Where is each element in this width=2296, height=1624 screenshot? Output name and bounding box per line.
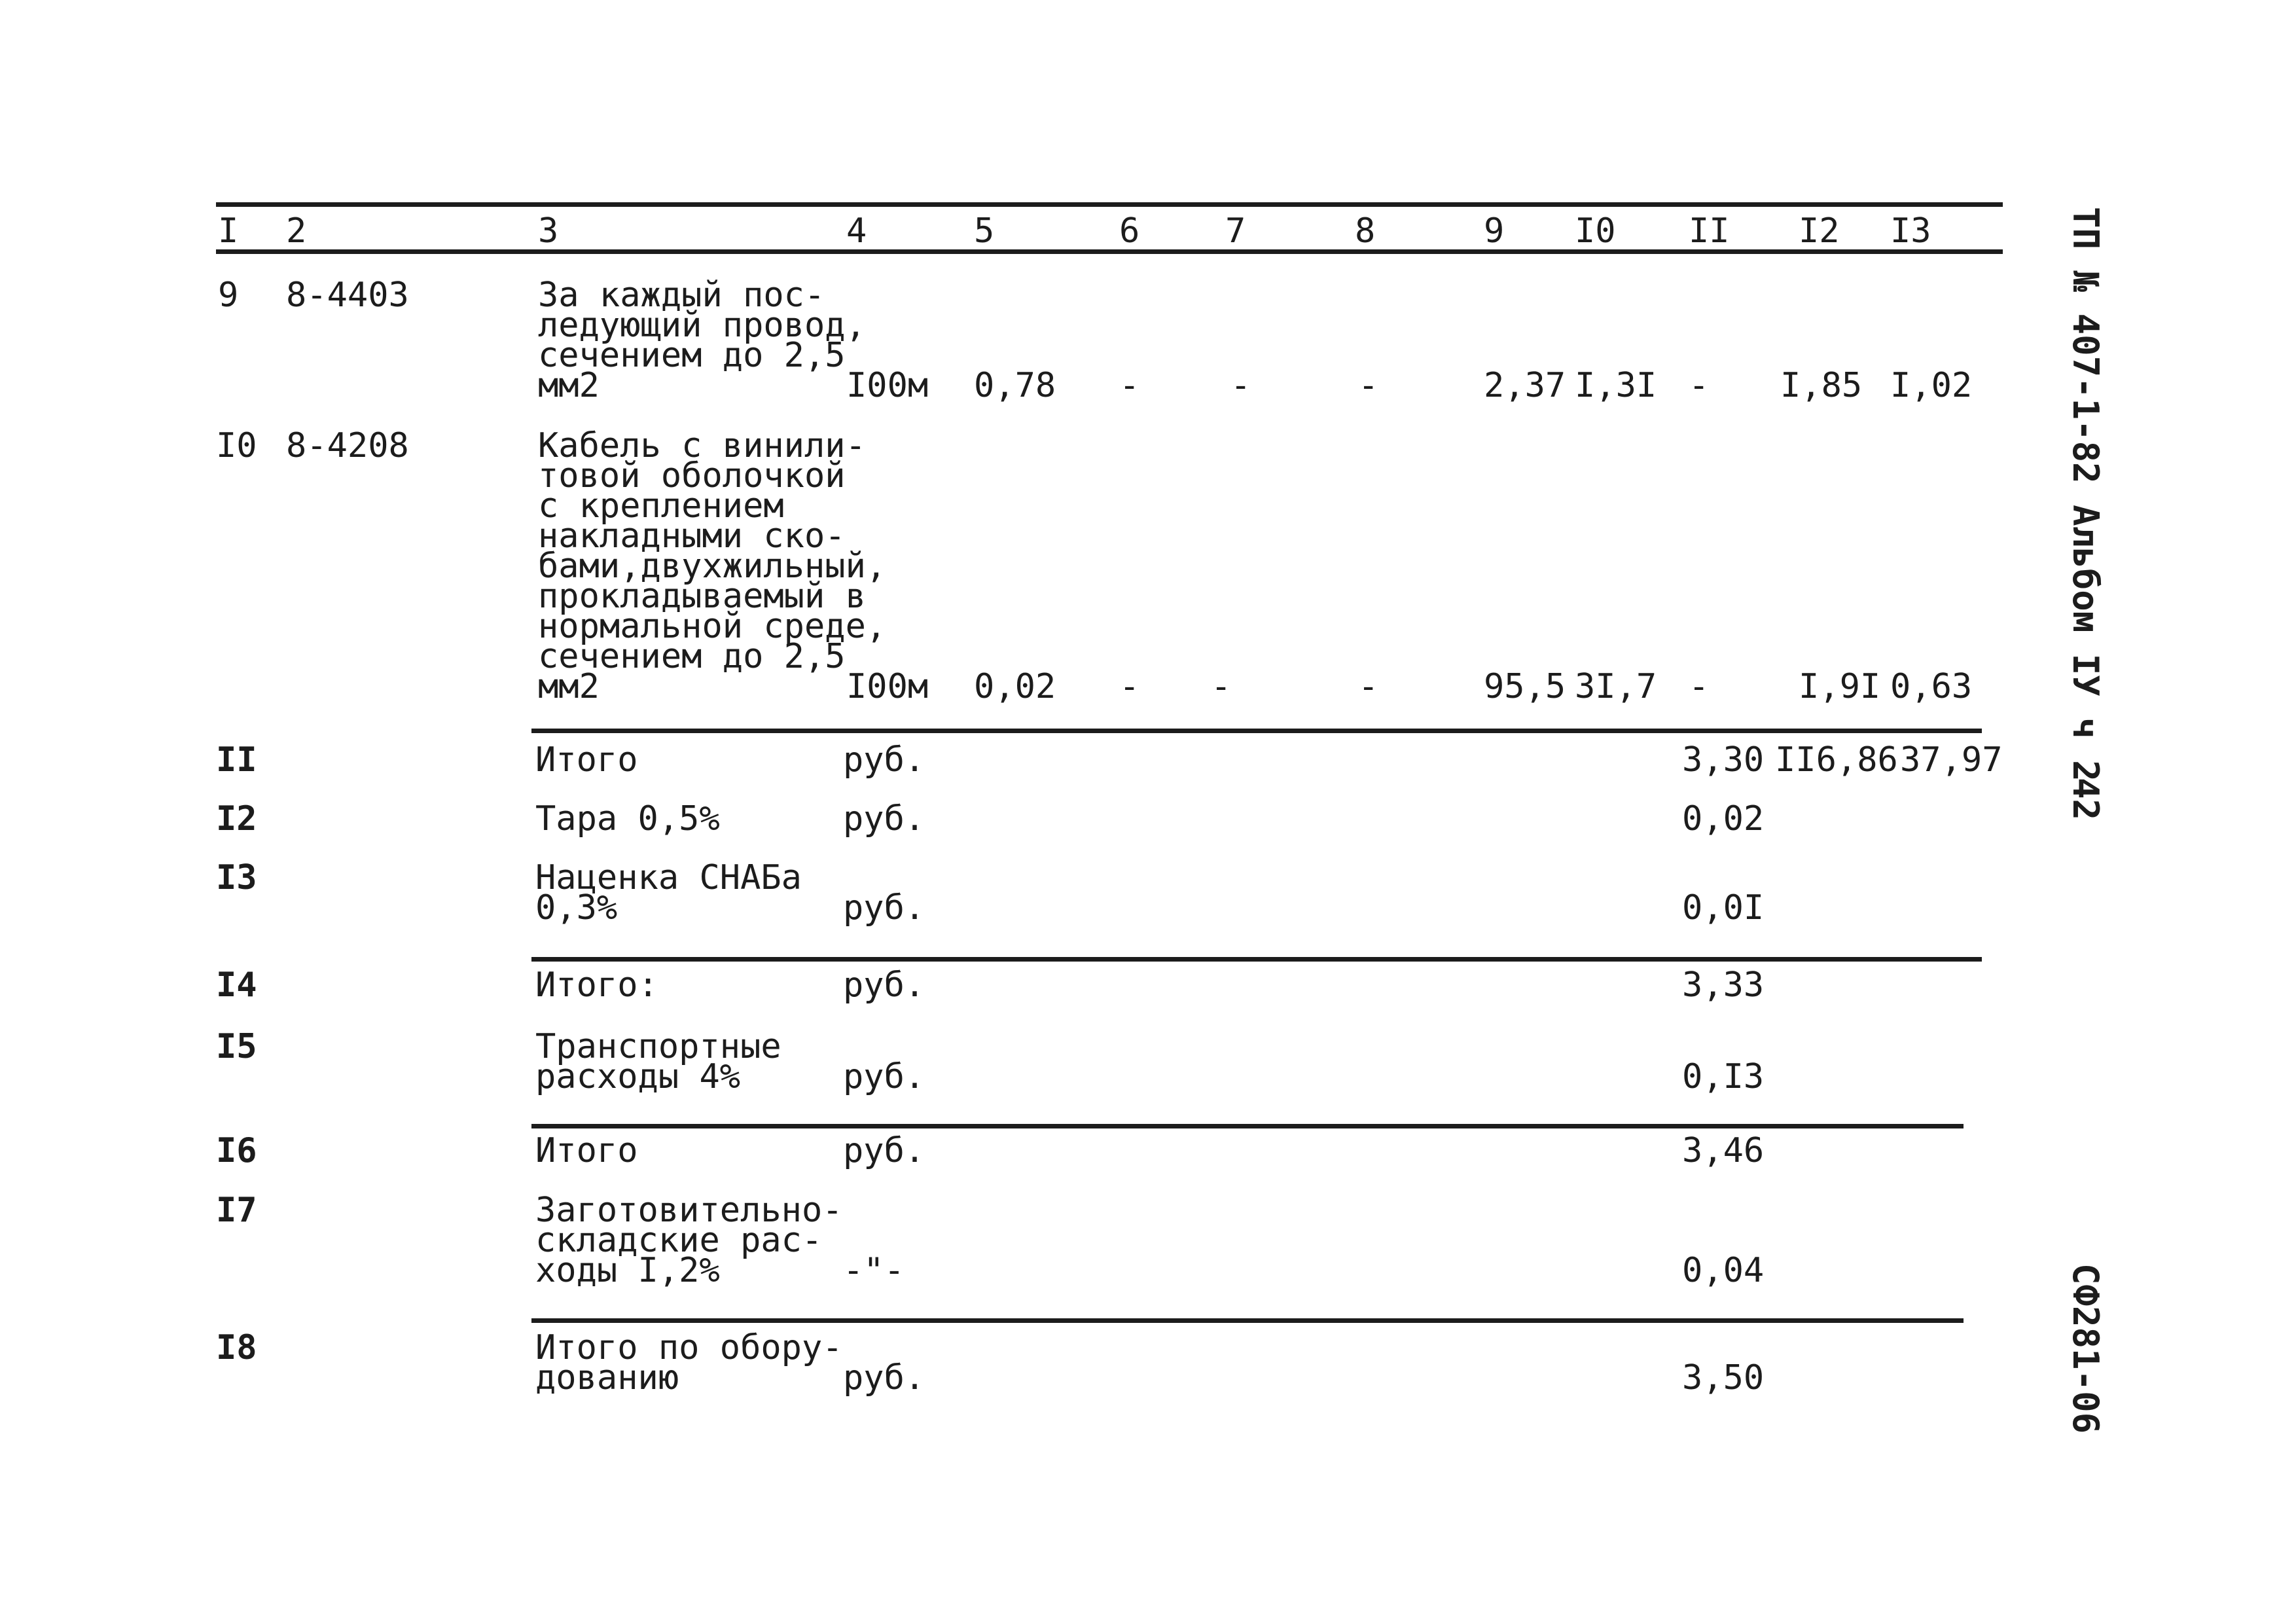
header-col-8: 8 <box>1355 211 1376 251</box>
header-top-rule <box>216 202 2003 207</box>
row-number: I2 <box>216 799 257 839</box>
row-col-9: 2,37 <box>1484 366 1566 405</box>
row-number: I3 <box>216 858 257 897</box>
row-description: Заготовительно- складские рас- ходы I,2% <box>535 1191 843 1290</box>
row-col-8: - <box>1358 667 1379 706</box>
row-col-6: - <box>1119 366 1140 405</box>
row-col-7: - <box>1211 667 1232 706</box>
header-bottom-rule <box>216 249 2003 254</box>
row-unit: руб. <box>843 799 925 839</box>
row-number: I7 <box>216 1191 257 1230</box>
row-col-12: II6,86 <box>1775 740 1898 780</box>
row-description: Итого <box>535 1131 638 1170</box>
row-col-11: 3,46 <box>1682 1131 1765 1170</box>
row-col-5: 0,02 <box>974 667 1056 706</box>
row-col-9: 95,5 <box>1484 667 1566 706</box>
header-col-11: II <box>1689 211 1730 251</box>
header-col-12: I2 <box>1799 211 1840 251</box>
row-description: Кабель с винили- товой оболочкой с креплением накладными ско- бами,двухжильный, прокладываемый в нормальной среде, сечением до 2,5 мм2 <box>538 426 887 706</box>
row-number: I8 <box>216 1328 257 1367</box>
row-description: Итого: <box>535 965 658 1005</box>
row-number: I5 <box>216 1027 257 1066</box>
header-col-4: 4 <box>846 211 867 251</box>
row-description: Тара 0,5% <box>535 799 720 839</box>
row-unit: руб. <box>843 1358 925 1398</box>
row-col-11: 3,50 <box>1682 1358 1765 1398</box>
row-description: Наценка СНАБа 0,3% <box>535 858 802 928</box>
header-col-2: 2 <box>286 211 307 251</box>
header-col-6: 6 <box>1119 211 1140 251</box>
row-number: I6 <box>216 1131 257 1170</box>
row-description: За каждый пос- ледующий провод, сечением до 2,5 мм2 <box>538 276 866 405</box>
row-col-11: 3,30 <box>1682 740 1765 780</box>
row-col-10: 3I,7 <box>1575 667 1657 706</box>
row-col-10: I,3I <box>1575 366 1657 405</box>
row-col-7: - <box>1230 366 1251 405</box>
header-col-1: I <box>218 211 239 251</box>
row-description: Итого <box>535 740 638 780</box>
row-number: I4 <box>216 965 257 1005</box>
row-unit: руб. <box>843 1057 925 1096</box>
row-col-11: - <box>1689 366 1710 405</box>
header-col-7: 7 <box>1225 211 1246 251</box>
row-description: Итого по обору- дованию <box>535 1328 843 1398</box>
header-col-13: I3 <box>1890 211 1931 251</box>
row-col-8: - <box>1358 366 1379 405</box>
row-code: 8-4403 <box>286 276 409 315</box>
page-number: 42 <box>2065 778 2106 821</box>
row-col-6: - <box>1119 667 1140 706</box>
header-col-3: 3 <box>538 211 559 251</box>
row-number: I0 <box>216 426 257 465</box>
sheet-code: СФ281-06 <box>2065 1263 2106 1434</box>
header-col-10: I0 <box>1575 211 1616 251</box>
row-number: 9 <box>218 276 239 315</box>
totals-rule <box>531 729 1982 733</box>
row-col-12: I,85 <box>1780 366 1863 405</box>
row-col-11: 0,I3 <box>1682 1057 1765 1096</box>
row-col-11: 0,02 <box>1682 799 1765 839</box>
row-unit: руб. <box>843 740 925 780</box>
row-description: Транспортные расходы 4% <box>535 1027 781 1096</box>
row-unit: I00м <box>846 667 929 706</box>
document-code: ТП № 407-1-82 Альбом IУ ч 2 <box>2065 207 2106 782</box>
subtotal-rule <box>531 957 1982 962</box>
row-col-12: I,9I <box>1799 667 1881 706</box>
row-number: II <box>216 740 257 780</box>
row-unit: I00м <box>846 366 929 405</box>
final-total-rule <box>531 1318 1964 1323</box>
row-unit: руб. <box>843 1131 925 1170</box>
row-col-13: 0,63 <box>1890 667 1973 706</box>
row-col-11: 3,33 <box>1682 965 1765 1005</box>
row-unit: -"- <box>843 1251 905 1290</box>
row-col-11: - <box>1689 667 1710 706</box>
row-col-13: I,02 <box>1890 366 1973 405</box>
header-col-5: 5 <box>974 211 995 251</box>
header-col-9: 9 <box>1484 211 1505 251</box>
row-code: 8-4208 <box>286 426 409 465</box>
row-col-5: 0,78 <box>974 366 1056 405</box>
row-unit: руб. <box>843 888 925 928</box>
row-col-11: 0,04 <box>1682 1251 1765 1290</box>
row-unit: руб. <box>843 965 925 1005</box>
row-col-13: 37,97 <box>1900 740 2003 780</box>
row-col-11: 0,0I <box>1682 888 1765 928</box>
subtotal-rule <box>531 1124 1964 1128</box>
